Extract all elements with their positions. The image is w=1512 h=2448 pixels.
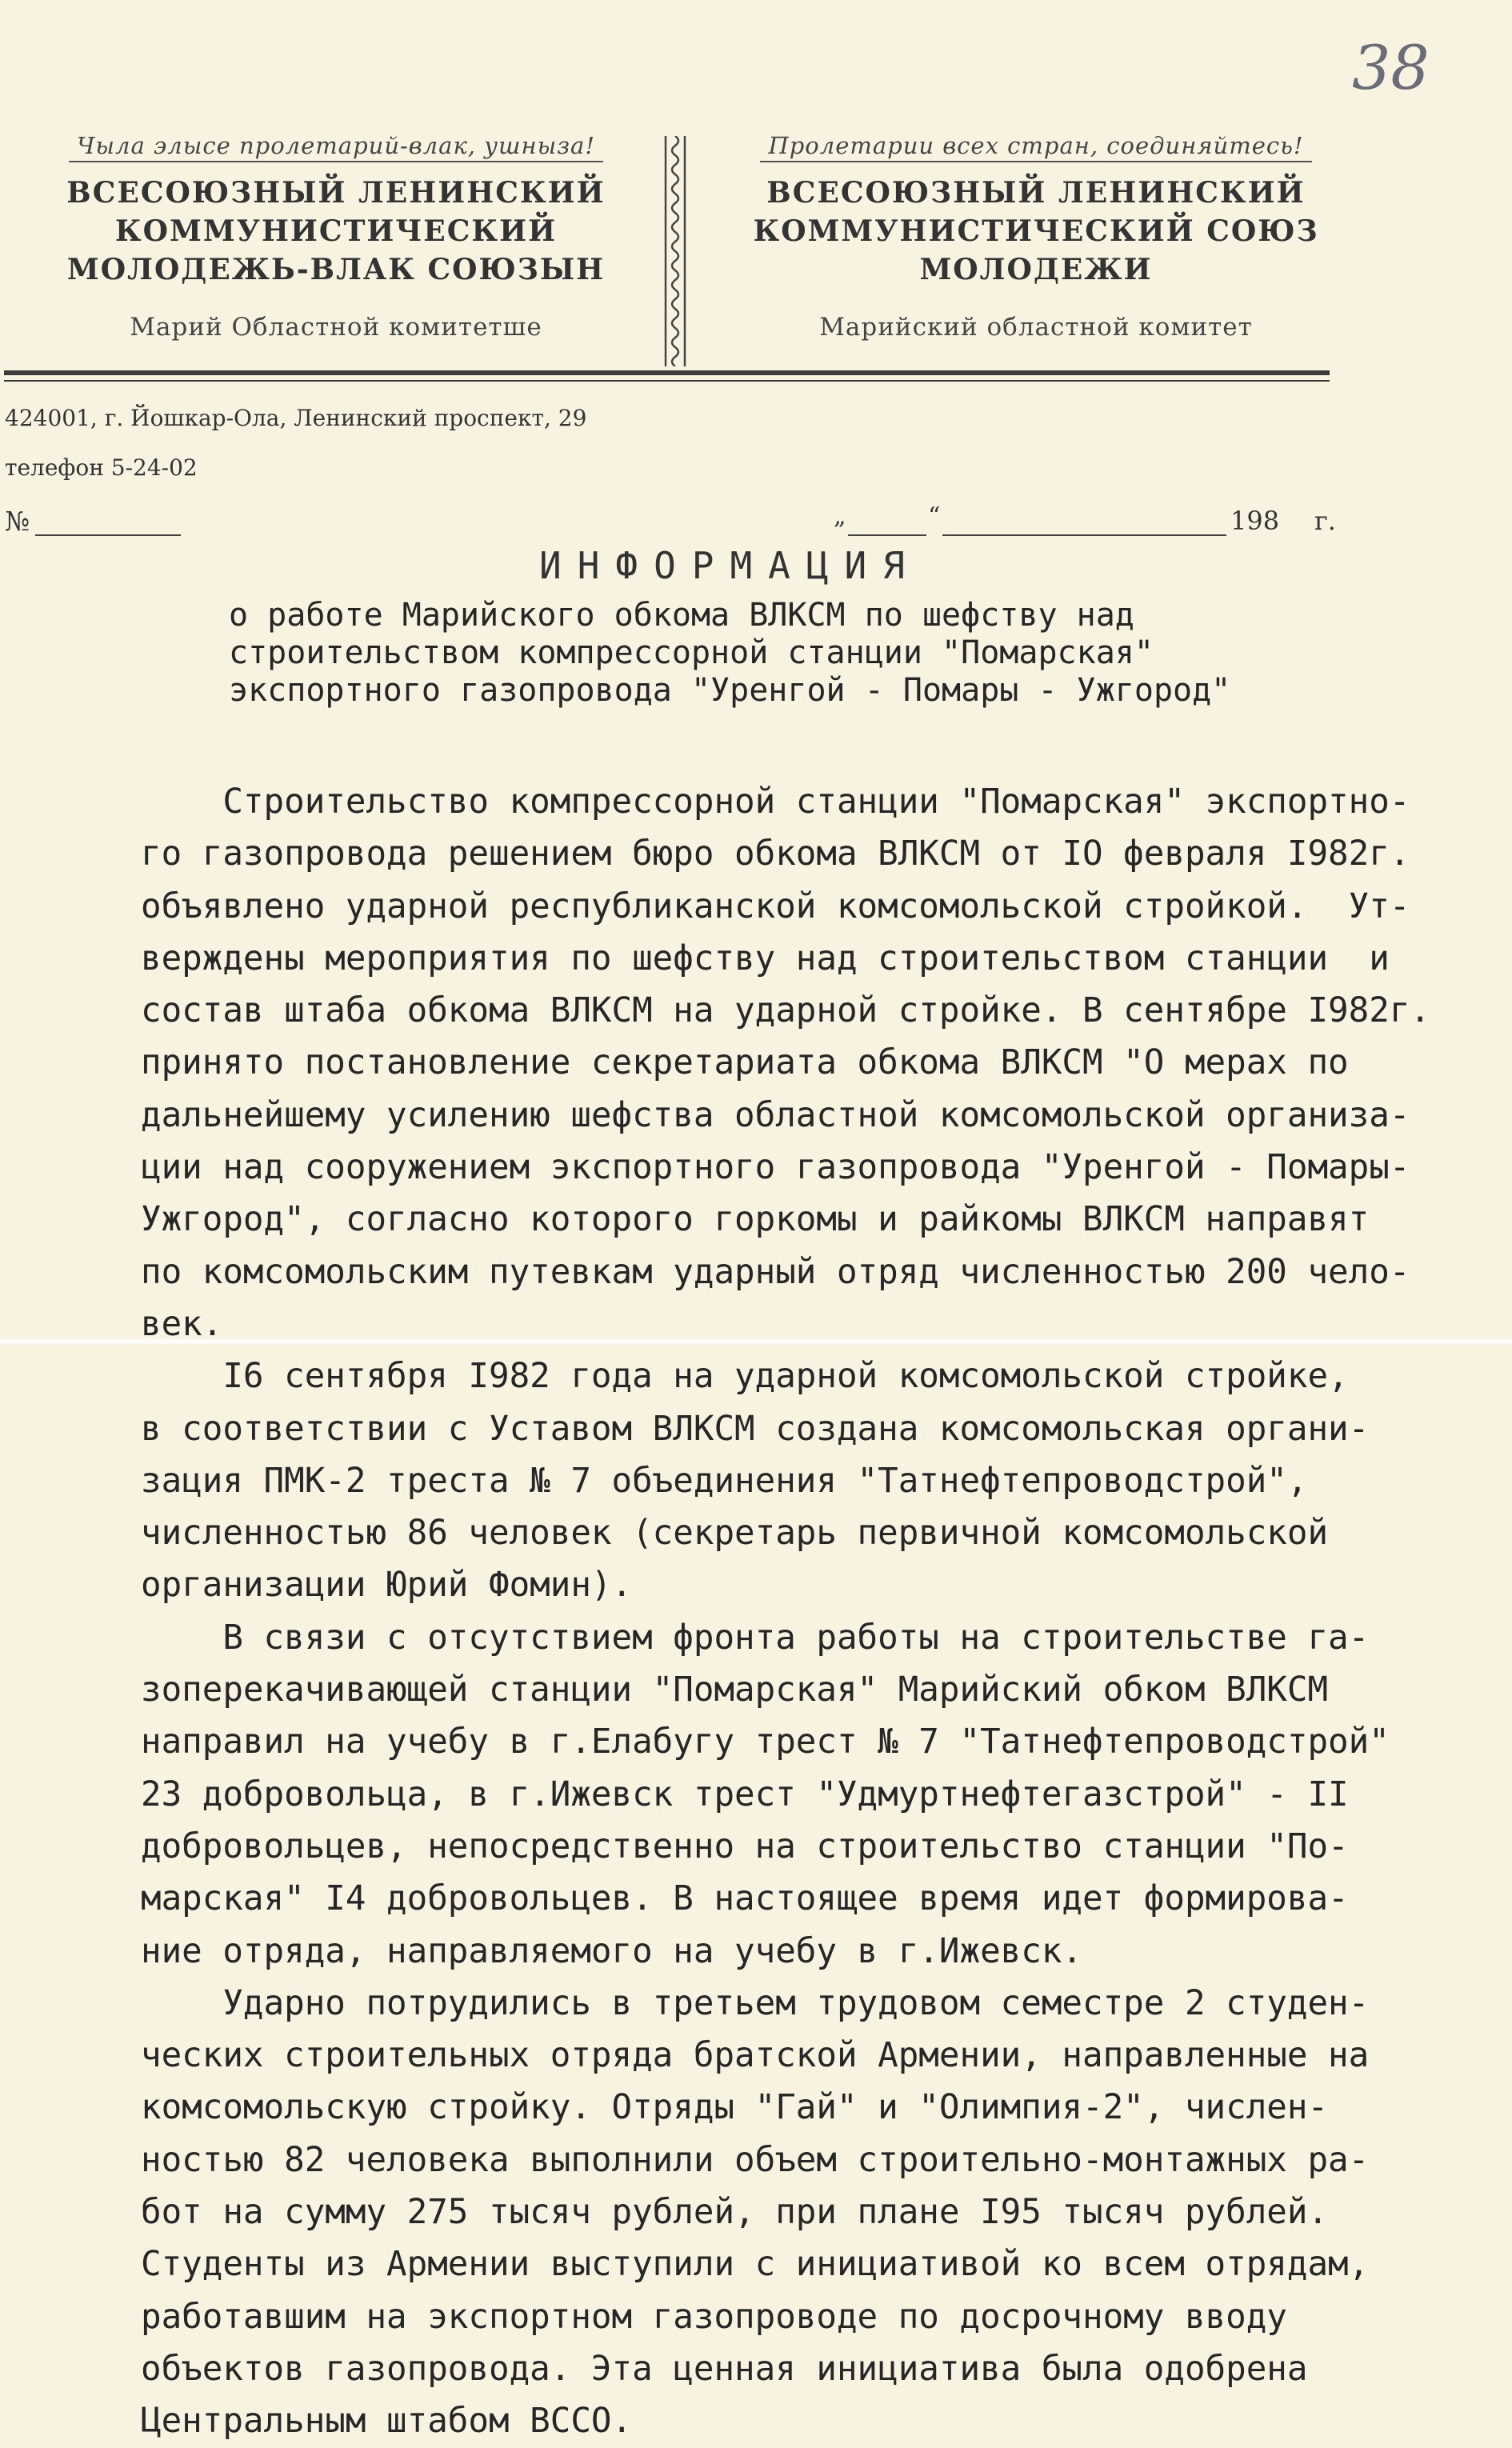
date-year: 198 [1230, 506, 1280, 536]
body-line: верждены мероприятия по шефству над строительством станции и [141, 938, 1390, 978]
phone-number: телефон 5-24-02 [5, 454, 198, 481]
body-line: организации Юрий Фомин). [141, 1566, 633, 1606]
committee-name-russian: Марийский областной комитет [819, 313, 1253, 342]
body-line: В связи с отсутствием фронта работы на строительстве га- [141, 1618, 1370, 1658]
document-number-blank [35, 534, 181, 536]
body-line: работавшим на экспортном газопроводе по досрочному вводу [141, 2297, 1287, 2337]
date-close-quote: “ [928, 502, 941, 530]
body-line: 23 добровольца, в г.Ижевск трест "Удмуртнефтегазстрой" - II [141, 1774, 1349, 1814]
subtitle-line: экспортного газопровода "Уренгой - Помары - Ужгород" [229, 672, 1231, 709]
body-line: ческих строительных отряда братской Армении, направленные на [141, 2036, 1370, 2076]
slogan-mari: Чыла элысе пролетарий-влак, ушныза! [69, 132, 603, 162]
body-line: направил на учебу в г.Елабугу трест № 7 "Татнефтепроводстрой" [141, 1722, 1390, 1762]
body-line: зоперекачивающей станции "Помарская" Марийский обком ВЛКСМ [141, 1670, 1329, 1710]
postal-address: 424001, г. Йошкар-Ола, Ленинский проспект, 29 [5, 405, 587, 431]
body-line: принято постановление секретариата обкома ВЛКСМ "О мерах по [141, 1043, 1349, 1083]
body-line: по комсомольским путевкам ударный отряд численностью 200 чело- [141, 1252, 1410, 1292]
body-line: ние отряда, направляемого на учебу в г.Ижевск. [141, 1931, 1083, 1971]
body-line: в соответствии с Уставом ВЛКСМ создана комсомольская органи- [141, 1409, 1370, 1449]
body-line: объявлено ударной республиканской комсомольской стройкой. Ут- [141, 886, 1410, 926]
date-open-quote: „ [834, 502, 846, 530]
body-line: комсомольскую стройку. Отряды "Гай" и "Олимпия-2", числен- [141, 2088, 1329, 2128]
body-line: Ужгород", согласно которого горкомы и райкомы ВЛКСМ направят [141, 1200, 1370, 1240]
subtitle-line: строительством компрессорной станции "Помарская" [229, 634, 1154, 671]
body-line: I6 сентября I982 года на ударной комсомольской стройке, [141, 1357, 1349, 1397]
document-title: ИНФОРМАЦИЯ [539, 544, 921, 587]
committee-name-mari: Марий Областной комитетше [130, 313, 542, 342]
archive-page-number: 38 [1352, 32, 1430, 103]
body-line: Студенты из Армении выступили с инициативой ко всем отрядам, [141, 2245, 1370, 2285]
org-name-line: КОММУНИСТИЧЕСКИЙ [114, 214, 558, 248]
org-name-line: КОММУНИСТИЧЕСКИЙ СОЮЗ [753, 214, 1319, 248]
document-body [141, 776, 1430, 2448]
date-month-blank [942, 534, 1226, 536]
letterhead-rule-thick [4, 370, 1330, 375]
date-year-suffix: г. [1314, 506, 1336, 536]
letterhead-left [48, 132, 624, 342]
slogan-russian: Пролетарии всех стран, соединяйтесь! [760, 132, 1311, 162]
org-name-line: МОЛОДЕЖЬ-ВЛАК СОЮЗЫН [66, 253, 606, 286]
body-line: бот на сумму 275 тысяч рублей, при плане I95 тысяч рублей. [141, 2193, 1329, 2233]
body-line: зация ПМК-2 треста № 7 объединения "Татнефтепроводстрой", [141, 1461, 1308, 1501]
body-line: Ударно потрудились в третьем трудовом семестре 2 студен- [141, 1983, 1370, 2023]
letterhead-right [748, 132, 1324, 342]
body-line: ностью 82 человека выполнили объем строительно-монтажных ра- [141, 2140, 1370, 2180]
letterhead-rule-thin [4, 380, 1330, 382]
body-line: го газопровода решением бюро обкома ВЛКСМ от IO февраля I982г. [141, 834, 1410, 874]
org-name-line: ВСЕСОЮЗНЫЙ ЛЕНИНСКИЙ [766, 176, 1306, 210]
date-day-blank [848, 534, 926, 536]
body-line: дальнейшему усилению шефства областной комсомольской организа- [141, 1095, 1410, 1135]
body-line: объектов газопровода. Эта ценная инициатива была одобрена [141, 2349, 1308, 2389]
subtitle-line: о работе Марийского обкома ВЛКСМ по шефству над [229, 597, 1134, 634]
body-line: ции над сооружением экспортного газопровода "Уренгой - Помары- [141, 1148, 1410, 1188]
document-number-label: № [5, 506, 30, 537]
org-name-line: МОЛОДЕЖИ [919, 253, 1153, 286]
org-name-line: ВСЕСОЮЗНЫЙ ЛЕНИНСКИЙ [66, 176, 606, 210]
letterhead-divider-ornament [661, 136, 690, 366]
body-line: Центральным штабом ВССО. [141, 2402, 633, 2442]
body-line: Строительство компрессорной станции "Помарская" экспортно- [141, 782, 1410, 822]
body-line: добровольцев, непосредственно на строительство станции "По- [141, 1826, 1349, 1866]
body-line: численностью 86 человек (секретарь первичной комсомольской [141, 1514, 1329, 1554]
body-line: состав штаба обкома ВЛКСМ на ударной стройке. В сентябре I982г. [141, 991, 1430, 1031]
body-line: марская" I4 добровольцев. В настоящее время идет формирова- [141, 1879, 1349, 1919]
body-line: век. [141, 1304, 223, 1344]
document-subtitle [229, 597, 1230, 710]
